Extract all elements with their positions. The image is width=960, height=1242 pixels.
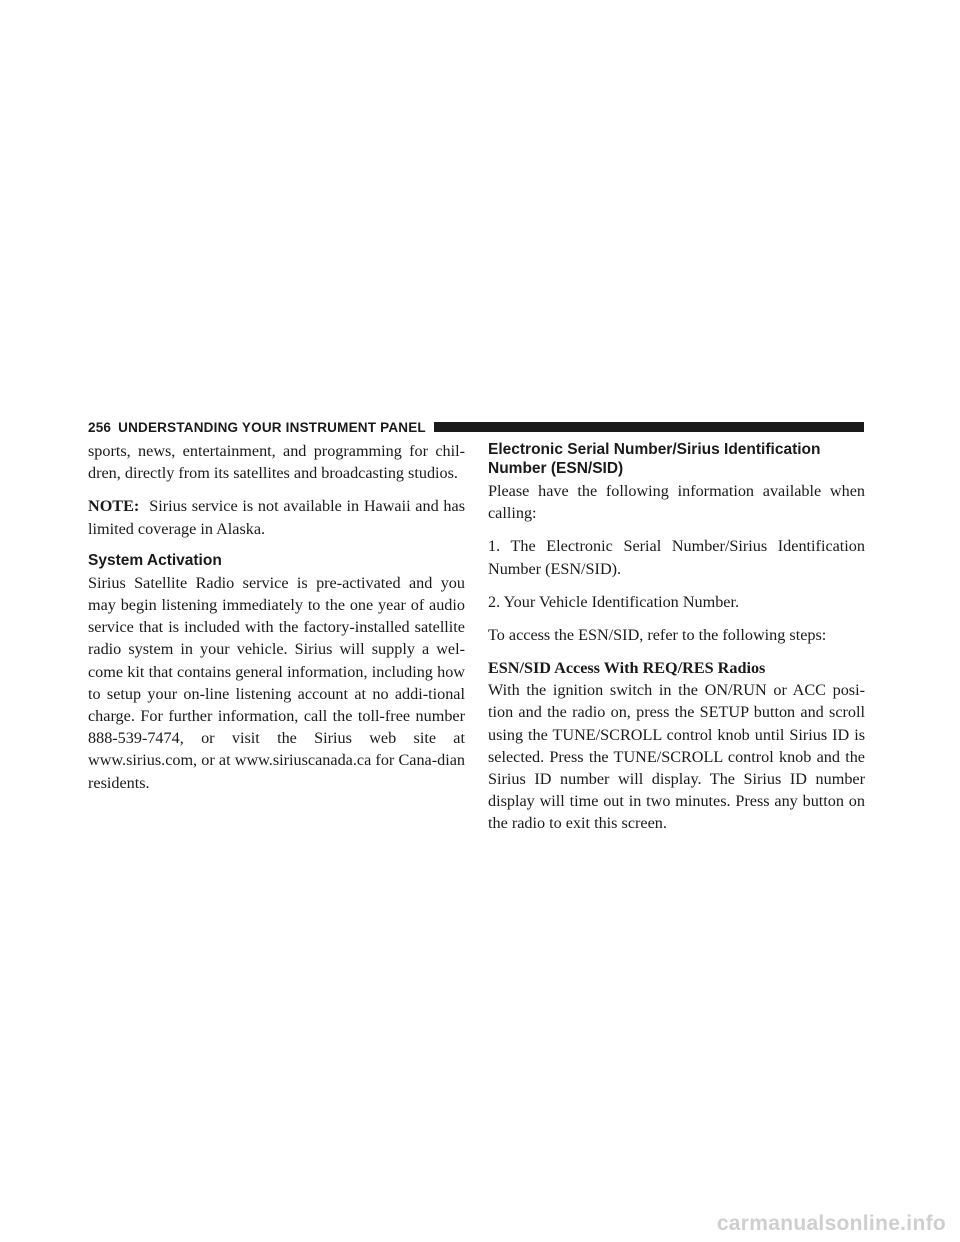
note-label: NOTE: bbox=[88, 497, 140, 516]
page-header bbox=[88, 418, 864, 436]
system-activation-heading: System Activation bbox=[88, 551, 222, 569]
esn-intro: Please have the following information available when calling: bbox=[488, 482, 865, 523]
list-item-esn: 1. The Electronic Serial Number/Sirius Identification Number (ESN/SID). bbox=[488, 537, 865, 578]
watermark: carmanualsonline.info bbox=[716, 1212, 946, 1235]
esn-sid-heading: Electronic Serial Number/Sirius Identification Number (ESN/SID) bbox=[488, 441, 821, 477]
intro-paragraph: sports, news, entertainment, and programming for chil-dren, directly from its satellites and broadcasting studios. bbox=[88, 442, 465, 483]
access-intro: To access the ESN/SID, refer to the following steps: bbox=[488, 626, 827, 645]
note-paragraph bbox=[88, 495, 465, 539]
note-text: Sirius service is not available in Hawaii and has limited coverage in Alaska. bbox=[88, 497, 465, 538]
section-title: UNDERSTANDING YOUR INSTRUMENT PANEL bbox=[118, 419, 426, 435]
page-number: 256 bbox=[88, 419, 112, 435]
access-steps-text: With the ignition switch in the ON/RUN or ACC posi-tion and the radio on, press the SETUP button and scroll using the TUNE/SCROLL control knob until Sirius ID is selected. Press the TUNE/SCROLL control knob and the Sirius ID number will display. The Sirius ID number display will time out in two minutes. Press any button on the radio to exit this screen. bbox=[488, 681, 865, 833]
right-column bbox=[488, 440, 865, 846]
system-activation-text: Sirius Satellite Radio service is pre-activated and you may begin listening immediately to the one year of audio service that is included with the factory-installed satellite radio system in your vehicle. Sirius will supply a wel-come kit that contains general information, including how to setup your on-line listening account at no addi-tional charge. For further information, call the toll-free number 888-539-7474, or visit the Sirius web site at www.sirius.com, or at www.siriuscanada.ca for Cana-dian residents. bbox=[88, 573, 465, 792]
req-res-subheading: ESN/SID Access With REQ/RES Radios bbox=[488, 659, 766, 678]
header-rule bbox=[434, 422, 864, 432]
list-item-vin: 2. Your Vehicle Identification Number. bbox=[488, 592, 740, 611]
left-column bbox=[88, 440, 465, 805]
